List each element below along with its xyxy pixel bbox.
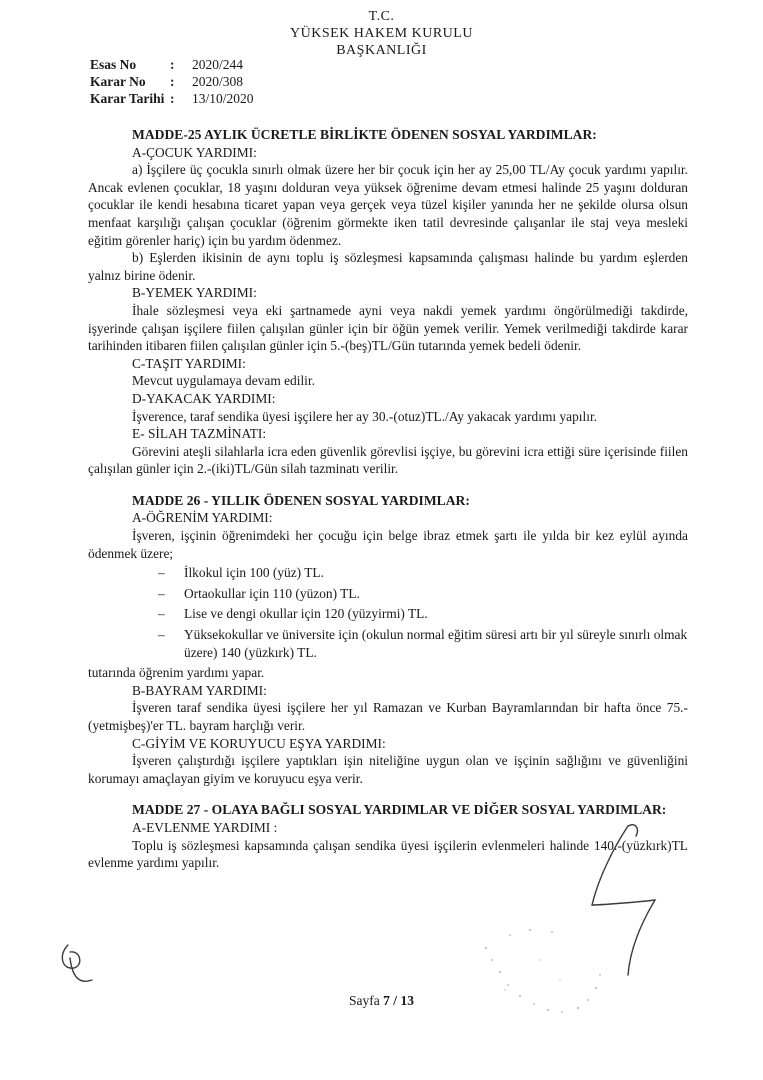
signature-stroke-hook <box>628 825 637 836</box>
cocuk-heading: A-ÇOCUK YARDIMI: <box>132 144 257 160</box>
evlenme-paragraph: Toplu iş sözleşmesi kapsamında çalışan sendika üyesi işçilerin evlenmeleri halinde 140.-(yüzkırk)TL evlenme yardımı yapılır. <box>88 837 688 871</box>
cocuk-paragraph-a: a) İşçilere üç çocukla sınırlı olmak üzere her bir çocuk için her ay 25,00 TL/Ay çocuk yardımı yapılır. Ancak evlenen çocuklar, 18 yaşını dolduran veya yüksek öğrenime devam etmesi halinde 25 yaşını dolduran çocuklar ile kendi hesabına ticaret yapan veya gerçek veya tüzel kişiler yanında her ne şekilde olursa olsun menfaat karşılığı çalışan çocuklar (öğrenim görmekte iken tatil devresinde çalışanlar ile staj veya mesleki eğitim görenler hariç) için bu yardım ödenmez. <box>88 162 688 248</box>
meta-value: 2020/308 <box>192 74 244 89</box>
page-number-separator: / <box>389 993 401 1008</box>
yakacak-heading: D-YAKACAK YARDIMI: <box>132 390 276 406</box>
ogrenim-intro: İşveren, işçinin öğrenimdeki her çocuğu için belge ibraz etmek şartı ile yılda bir kez eylül ayında ödenmek üzere; <box>88 528 688 561</box>
meta-separator: : <box>170 91 175 106</box>
page-number-total: 13 <box>400 993 414 1008</box>
ogrenim-heading: A-ÖĞRENİM YARDIMI: <box>132 510 273 526</box>
meta-value: 13/10/2020 <box>192 91 254 106</box>
header-institution: YÜKSEK HAKEM KURULU <box>290 26 473 41</box>
meta-label: Karar No <box>90 74 146 89</box>
header-office: BAŞKANLIĞI <box>336 43 427 58</box>
header-tc: T.C. <box>368 9 395 24</box>
yemek-paragraph: İhale sözleşmesi veya eki şartnamede ayni veya nakdi yemek yardımı öngörülmediği takdirde, işyerinde çalışan işçilere fiilen çalışılan günler için bir öğün yemek verilir. Yemek verilmediği takdirde karar tarihinden itibaren fiilen çalışılan günler için 5.-(beş)TL/Gün tutarında yemek bedeli ödenir. <box>88 302 688 354</box>
bayram-heading: B-BAYRAM YARDIMI: <box>132 682 267 698</box>
list-item: – Ortaokullar için 110 (yüzon) TL. <box>158 585 688 603</box>
giyim-heading: C-GİYİM VE KORUYUCU EŞYA YARDIMI: <box>132 735 386 751</box>
silah-paragraph: Görevini ateşli silahlarla icra eden güvenlik görevlisi işçiye, bu görevini icra ettiği süre içerisinde fiilen çalışılan günler için 2.-(iki)TL/Gün silah tazminatı verilir. <box>88 443 688 477</box>
bayram-paragraph: İşveren taraf sendika üyesi işçilere her yıl Ramazan ve Kurban Bayramlarından bir hafta önce 75.-(yetmişbeş)'er TL. bayram harçlığı verir. <box>88 700 688 733</box>
list-item: – İlkokul için 100 (yüz) TL. <box>158 564 688 582</box>
cocuk-paragraph-b: b) Eşlerden ikisinin de aynı toplu iş sözleşmesi kapsamında çalışması halinde bu yardım eşlerden yalnız birine ödenir. <box>88 250 688 283</box>
article-27-title: MADDE 27 - OLAYA BAĞLI SOSYAL YARDIMLAR VE DİĞER SOSYAL YARDIMLAR: <box>132 802 667 818</box>
meta-separator: : <box>170 74 175 89</box>
page-number-current: 7 <box>383 993 390 1008</box>
list-item: – Lise ve dengi okullar için 120 (yüzyirmi) TL. <box>158 605 688 623</box>
tasit-heading: C-TAŞIT YARDIMI: <box>132 355 246 371</box>
article-25-title: MADDE-25 AYLIK ÜCRETLE BİRLİKTE ÖDENEN SOSYAL YARDIMLAR: <box>132 127 597 142</box>
page-number-prefix: Sayfa <box>349 993 384 1008</box>
ogrenim-outro: tutarında öğrenim yardımı yapar. <box>88 665 265 681</box>
article-26-title: MADDE 26 - YILLIK ÖDENEN SOSYAL YARDIMLAR: <box>132 492 470 508</box>
yakacak-paragraph: İşverence, taraf sendika üyesi işçilere her ay 30.-(otuz)TL./Ay yakacak yardımı yapılır. <box>132 408 598 424</box>
signature-stroke-large <box>592 826 655 975</box>
meta-separator: : <box>170 57 175 72</box>
evlenme-heading: A-EVLENME YARDIMI : <box>132 819 278 835</box>
yemek-heading: B-YEMEK YARDIMI: <box>132 285 257 301</box>
meta-value: 2020/244 <box>192 57 244 72</box>
giyim-paragraph: İşveren çalıştırdığı işçilere yaptıkları işin niteliğine uygun olan ve işçinin sağlığını ve güvenliğini korumayı amaçlayan giyim ve koruyucu eşya verir. <box>88 753 688 786</box>
meta-label: Esas No <box>90 57 137 72</box>
list-item: – Yüksekokullar ve üniversite için (okulun normal eğitim süresi artı bir yıl süreyle sınırlı olmak üzere) 140 (yüzkırk) TL. <box>158 626 688 661</box>
silah-heading: E- SİLAH TAZMİNATI: <box>132 426 267 442</box>
initials-mark <box>62 945 92 981</box>
page-footer <box>0 993 763 1009</box>
tasit-paragraph: Mevcut uygulamaya devam edilir. <box>132 373 315 389</box>
meta-label: Karar Tarihi <box>90 91 165 106</box>
